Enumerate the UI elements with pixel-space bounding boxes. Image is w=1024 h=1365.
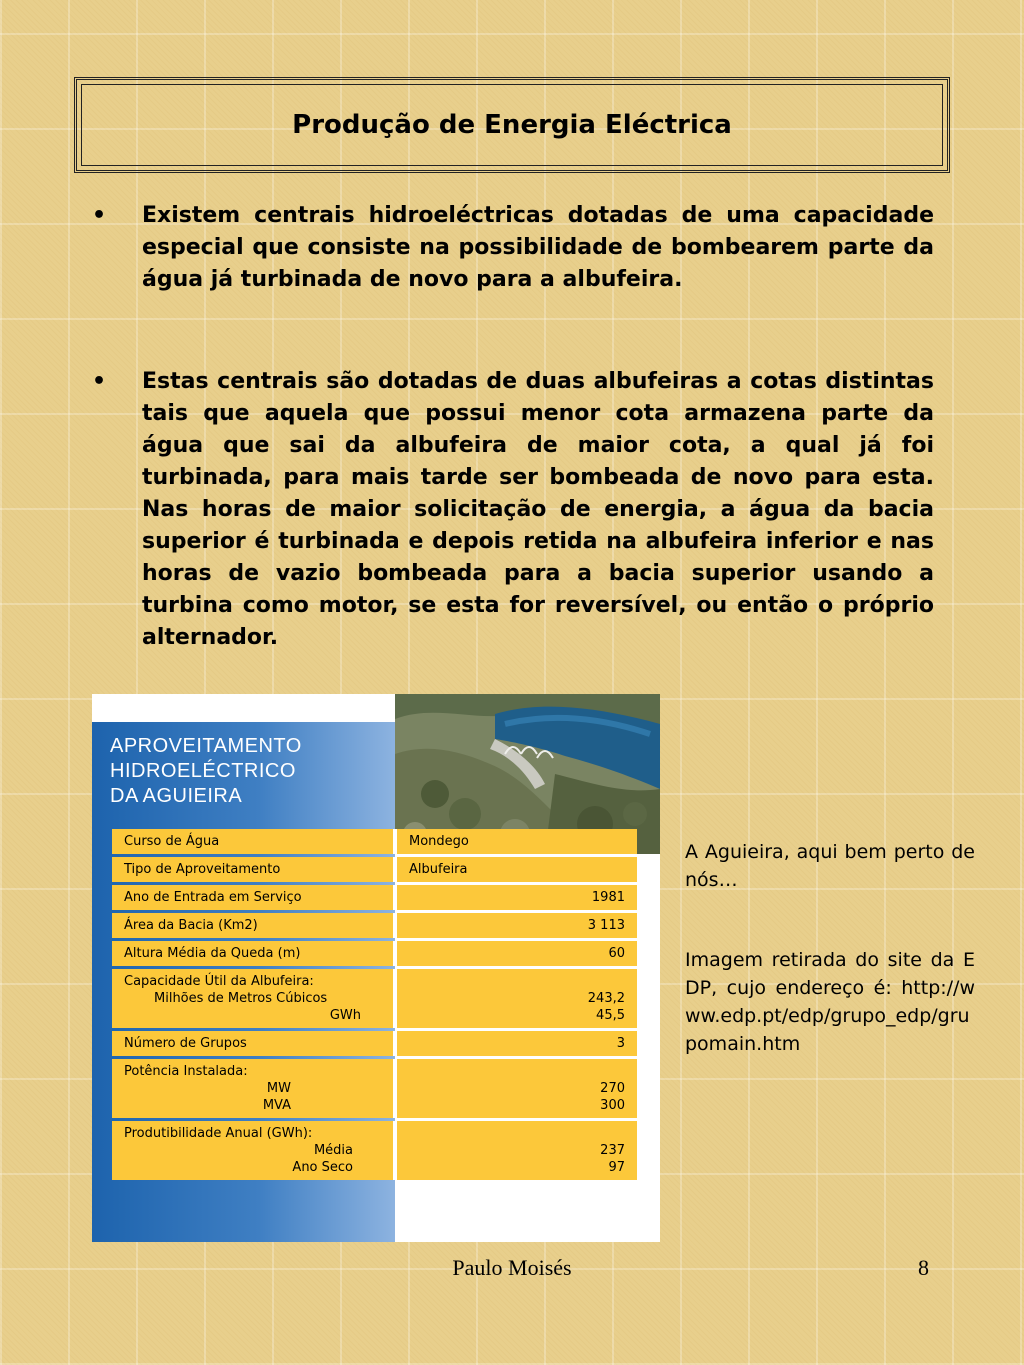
heading-line: DA AGUIEIRA — [110, 785, 243, 807]
row-label: Área da Bacia (Km2) — [112, 913, 397, 938]
row-value: 243,2 — [587, 991, 625, 1006]
row-value: Mondego — [397, 829, 637, 854]
row-value: 300 — [600, 1098, 625, 1113]
table-row — [112, 1059, 637, 1118]
row-label: Capacidade Útil da Albufeira: — [124, 974, 314, 989]
row-value: 270 — [600, 1081, 625, 1096]
row-label-group — [112, 1059, 397, 1118]
row-label: Tipo de Aproveitamento — [112, 857, 397, 882]
image-caption: A Aguieira, aqui bem perto de nós… — [685, 841, 975, 891]
row-value: 60 — [397, 941, 637, 966]
row-value: Albufeira — [397, 857, 637, 882]
row-label: Potência Instalada: — [124, 1064, 248, 1079]
image-source-note: Imagem retirada do site da EDP, cujo endereço é: http://www.edp.pt/edp/grupo_edp/grupomain.htm — [685, 949, 975, 1055]
page-number: 8 — [918, 1255, 929, 1280]
row-value: 3 — [397, 1031, 637, 1056]
row-label: Ano de Entrada em Serviço — [112, 885, 397, 910]
bullet-symbol: • — [92, 369, 107, 394]
row-value: 45,5 — [596, 1008, 625, 1023]
page-title: Produção de Energia Eléctrica — [292, 110, 732, 140]
row-label: Altura Média da Queda (m) — [112, 941, 397, 966]
row-value-group — [397, 969, 637, 1028]
row-value: 237 — [600, 1143, 625, 1158]
row-label: Curso de Água — [112, 829, 397, 854]
row-value: 3 113 — [397, 913, 637, 938]
table-row — [112, 913, 637, 938]
row-sublabel: Ano Seco — [292, 1160, 353, 1175]
bullet-symbol: • — [92, 203, 107, 228]
table-row — [112, 1031, 637, 1056]
heading-line: HIDROELÉCTRICO — [110, 760, 296, 782]
table-row — [112, 969, 637, 1028]
table-row — [112, 857, 637, 882]
table-row — [112, 1121, 637, 1180]
heading-line: APROVEITAMENTO — [110, 735, 302, 757]
row-label: Produtibilidade Anual (GWh): — [124, 1126, 313, 1141]
row-label-group — [112, 969, 397, 1028]
bullet-text: Estas centrais são dotadas de duas albufeiras a cotas distintas tais que aquela que possui menor cota armazena parte da água que sai da albufeira de maior cota, a qual já foi turbinada, para mais tarde ser bombeada de novo para esta. Nas horas de maior solicitação de energia, a água da bacia superior é turbinada e depois retida na albufeira inferior e nas horas de vazio bombeada para a bacia superior usando a turbina como motor, se esta for reversível, ou então o próprio alternador. — [142, 369, 934, 650]
row-value-group — [397, 1121, 637, 1180]
row-sublabel: MW — [266, 1081, 291, 1096]
table-row — [112, 941, 637, 966]
row-sublabel: Média — [313, 1143, 353, 1158]
row-sublabel: MVA — [262, 1098, 291, 1113]
row-sublabel: Milhões de Metros Cúbicos — [154, 991, 328, 1006]
aguieira-image — [92, 694, 660, 1242]
row-label-group — [112, 1121, 397, 1180]
row-value: 1981 — [397, 885, 637, 910]
table-row — [112, 885, 637, 910]
row-label: Número de Grupos — [112, 1031, 397, 1056]
panel-heading — [110, 734, 380, 809]
bullet-text: Existem centrais hidroeléctricas dotadas de uma capacidade especial que consiste na possibilidade de bombearem parte da água já turbinada de novo para a albufeira. — [142, 203, 934, 292]
dam-data-table — [112, 826, 637, 1183]
title-box — [74, 77, 950, 173]
row-value-group — [397, 1059, 637, 1118]
panel-top-strip — [92, 694, 395, 722]
footer-author: Paulo Moisés — [452, 1255, 572, 1280]
table-row — [112, 829, 637, 854]
row-sublabel: GWh — [329, 1008, 361, 1023]
row-value: 97 — [608, 1160, 625, 1175]
